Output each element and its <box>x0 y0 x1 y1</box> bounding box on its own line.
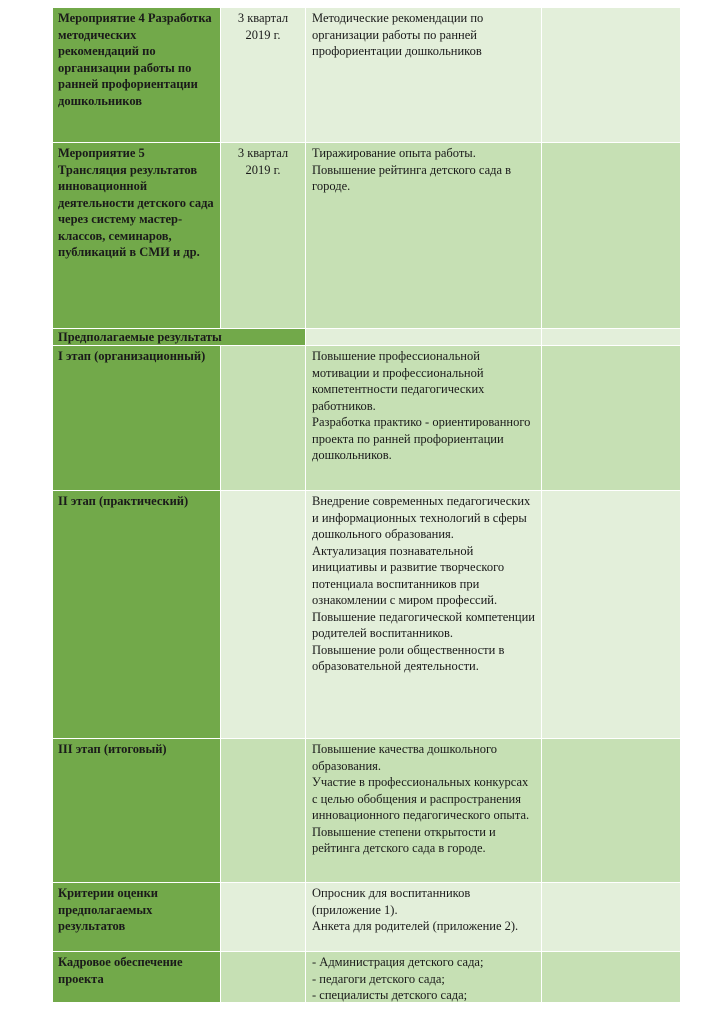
event-period: 3 квартал 2019 г. <box>221 143 306 328</box>
result-line: Разработка практико - ориентированного проекта по ранней профориентации дошкольников. <box>312 415 531 462</box>
empty-cell <box>542 143 680 328</box>
staffing-line: - педагоги детского сада; <box>312 971 445 986</box>
result-line: Участие в профессиональных конкурсах с целью обобщения и распространения инновационного педагогического опыта. <box>312 775 530 822</box>
empty-cell <box>221 346 306 490</box>
result-line: Повышение рейтинга детского сада в городе. <box>312 162 512 193</box>
empty-cell <box>542 952 680 1002</box>
event-period: 3 квартал 2019 г. <box>221 8 306 142</box>
empty-cell <box>221 491 306 738</box>
table-row <box>53 739 680 883</box>
table-row <box>53 143 680 329</box>
event-result <box>306 143 542 328</box>
table-row <box>53 346 680 491</box>
result-line: Актуализация познавательной инициативы и развитие творческого потенциала воспитанников при ознакомлении с миром профессий. <box>312 543 505 607</box>
stage-results <box>306 491 542 738</box>
result-line: Повышение степени открытости и рейтинга детского сада в городе. <box>312 824 496 855</box>
criteria-line: Опросник для воспитанников (приложение 1). <box>312 886 471 917</box>
staffing-line: - Администрация детского сада; <box>312 955 484 969</box>
stage-title: II этап (практический) <box>53 491 221 738</box>
empty-cell <box>542 883 680 951</box>
empty-cell <box>221 739 306 882</box>
empty-cell <box>542 739 680 882</box>
table-row <box>53 491 680 739</box>
stage-results <box>306 739 542 882</box>
empty-cell <box>542 8 680 142</box>
table-row <box>53 952 680 1003</box>
result-line: Повышение профессиональной мотивации и профессиональной компетентности педагогических работников. <box>312 349 485 413</box>
results-table <box>53 8 680 1003</box>
result-line: Внедрение современных педагогических и информационных технологий в сферы дошкольного образования. <box>312 494 531 541</box>
empty-cell <box>306 329 542 345</box>
result-line: Повышение педагогической компетенции родителей воспитанников. <box>312 609 535 640</box>
criteria-title: Критерии оценки предполагаемых результатов <box>53 883 221 951</box>
empty-cell <box>542 329 680 345</box>
section-title: Предполагаемые результаты <box>53 329 306 345</box>
table-row <box>53 8 680 143</box>
staffing-items <box>306 952 542 1002</box>
staffing-line: - специалисты детского сада; <box>312 988 468 1002</box>
stage-results <box>306 346 542 490</box>
section-header-row <box>53 329 680 346</box>
stage-title: III этап (итоговый) <box>53 739 221 882</box>
criteria-items <box>306 883 542 951</box>
empty-cell <box>221 952 306 1002</box>
result-line: Тиражирование опыта работы. <box>312 146 476 160</box>
event-title: Мероприятие 4 Разработка методических рекомендаций по организации работы по ранней профориентации дошкольников <box>53 8 221 142</box>
stage-title: I этап (организационный) <box>53 346 221 490</box>
empty-cell <box>542 346 680 490</box>
result-line: Повышение роли общественности в образовательной деятельности. <box>312 642 505 673</box>
result-line: Методические рекомендации по организации работы по ранней профориентации дошкольников <box>312 11 484 58</box>
table-row <box>53 883 680 952</box>
criteria-line: Анкета для родителей (приложение 2). <box>312 919 519 933</box>
event-result <box>306 8 542 142</box>
result-line: Повышение качества дошкольного образования. <box>312 742 498 773</box>
event-title: Мероприятие 5 Трансляция результатов инновационной деятельности детского сада через систему мастер-классов, семинаров, публикаций в СМИ и др. <box>53 143 221 328</box>
empty-cell <box>221 883 306 951</box>
empty-cell <box>542 491 680 738</box>
staffing-title: Кадровое обеспечение проекта <box>53 952 221 1002</box>
